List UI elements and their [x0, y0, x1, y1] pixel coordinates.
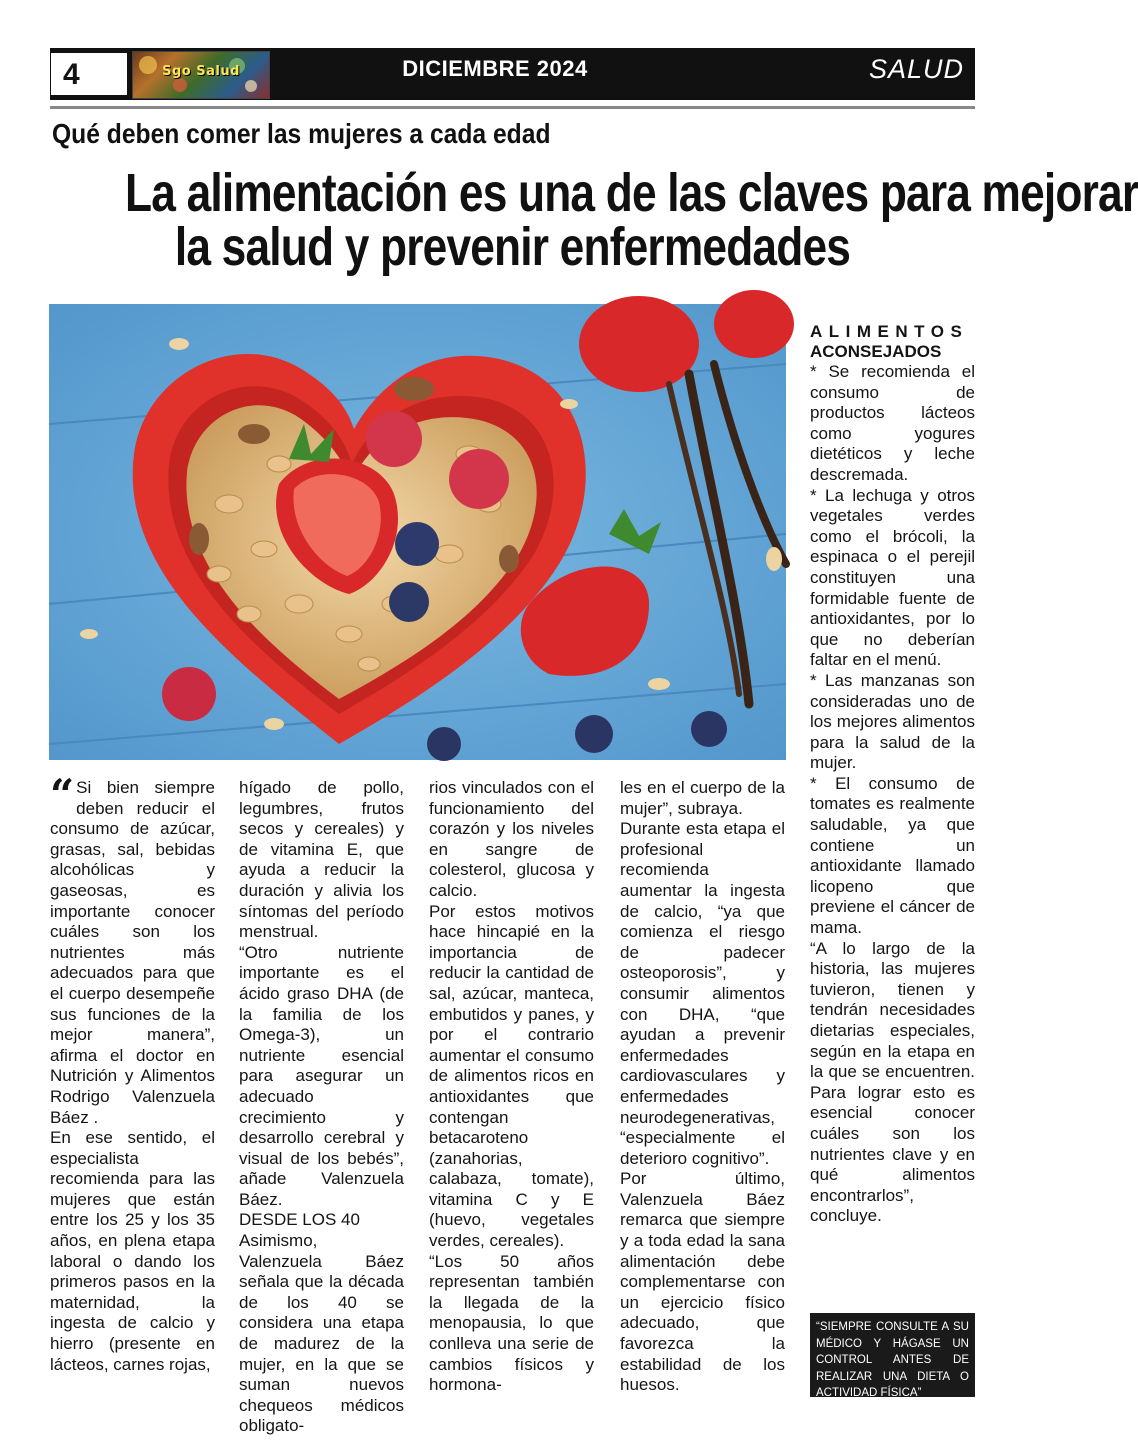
body-paragraph [50, 770, 215, 1128]
sidebar-title-line-2: ACONSEJADOS [810, 342, 942, 361]
sidebar-quote: “A lo largo de la historia, las mujeres tuvieron, tienen y tendrán necesidades dietarias especiales, según en la etapa en la que se encuentren. Para lograr esto es esencial conocer cuáles son los nutrientes clave y en qué alimentos encontrarlos”, concluye. [810, 938, 975, 1226]
article-kicker: Qué deben comer las mujeres a cada edad [52, 118, 551, 149]
headline-line-2: la salud y prevenir enfermedades [174, 217, 851, 277]
body-column-2 [239, 778, 404, 1437]
body-paragraph: rios vinculados con el funcionamiento del corazón y los niveles en sangre de colesterol, glucosa y calcio. [429, 778, 594, 900]
body-paragraph: les en el cuerpo de la mujer”, subraya. [620, 778, 785, 818]
body-paragraph: “Otro nutriente importante es el ácido graso DHA (de la familia de los Omega-3), un nutriente esencial para asegurar un adecuado crecimiento y desarrollo cerebral y visual de los bebés”, añade Valenzuela Báez. [239, 942, 404, 1209]
body-column-4 [620, 778, 785, 1396]
body-column-3 [429, 778, 594, 1396]
sidebar-item: * La lechuga y otros vegetales verdes como el brócoli, la espinaca o el perejil constituyen una formidable fuente de antioxidantes, por lo que no deberían faltar en el menú. [810, 485, 975, 670]
article-headline [125, 163, 1138, 277]
section-name: SALUD [868, 54, 964, 84]
header-rule [50, 106, 975, 109]
body-paragraph: hígado de pollo, legumbres, frutos secos y cereales) y de vitamina E, que ayuda a reducir la duración y alivia los síntomas del período menstrual. [239, 778, 404, 942]
body-paragraph: Asimismo, Valenzuela Báez señala que la década de los 40 se considera una etapa de madurez de la mujer, en la que se suman nuevos chequeos médicos obligato- [239, 1231, 404, 1436]
body-paragraph: Por último, Valenzuela Báez remarca que siempre y a toda edad la sana alimentación debe complementarse con un ejercicio físico adecuado, que favorezca la estabilidad de los huesos. [620, 1169, 785, 1395]
sidebar-recommended-foods [810, 322, 975, 1227]
heart-bowl-illustration [49, 304, 786, 760]
page-number: 4 [50, 52, 128, 96]
paragraph-text: Si bien siempre deben reducir el consumo de azúcar, grasas, sal, bebidas alcohólicas y gaseosas, es importante conocer cuáles son los nutrientes más adecuados para que el cuerpo desempeñe sus funciones de la mejor manera”, afirma el doctor en Nutrición y Alimentos Rodrigo Valenzuela Báez . [50, 778, 215, 1127]
section-subhead: DESDE LOS 40 [239, 1210, 360, 1230]
sidebar-item: * Se recomienda el consumo de productos lácteos como yogures dietéticos y leche descremada. [810, 362, 975, 484]
issue-date: DICIEMBRE 2024 [402, 56, 588, 81]
open-quote-mark: “ [50, 770, 75, 819]
article-photo [49, 304, 786, 760]
logo-text: Sgo Salud [162, 64, 240, 79]
sidebar-item: * El consumo de tomates es realmente saludable, ya que contiene un antioxidante llamado licopeno que previene el cáncer de mama. [810, 773, 975, 938]
sidebar-title-line-1: ALIMENTOS [810, 322, 969, 341]
body-paragraph: Durante esta etapa el profesional recomienda aumentar la ingesta de calcio, “ya que comienza el riesgo de padecer osteoporosis”, y consumir alimentos con DHA, “que ayudan a prevenir enfermedades cardiovasculares y enfermedades neurodegenerativas, “especialmente el deterioro cognitivo”. [620, 819, 785, 1168]
body-column-1 [50, 770, 215, 1375]
sidebar-item: * Las manzanas son consideradas uno de los mejores alimentos para la salud de la mujer. [810, 670, 975, 773]
body-paragraph: Por estos motivos hace hincapié en la importancia de reducir la cantidad de sal, azúcar, manteca, embutidos y panes, y por el contrario aumentar el consumo de alimentos ricos en antioxidantes que contengan betacaroteno (zanahorias, calabaza, tomate), vitamina C y E (huevo, vegetales verdes, cereales). [429, 901, 594, 1251]
publication-logo [132, 51, 270, 99]
body-paragraph: “Los 50 años representan también la llegada de la menopausia, lo que conlleva una serie de cambios físicos y hormona- [429, 1251, 594, 1395]
body-paragraph: En ese sentido, el especialista recomienda para las mujeres que están entre los 25 y los 35 años, en plena etapa laboral o dando los primeros pasos en la maternidad, la ingesta de calcio y hierro (presente en lácteos, carnes rojas, [50, 1128, 215, 1374]
callout-box: “SIEMPRE CONSULTE A SU MÉDICO Y HÁGASE UN CONTROL ANTES DE REALIZAR UNA DIETA O ACTIVIDAD FÍSICA” [810, 1313, 975, 1397]
headline-line-1: La alimentación es una de las claves para mejorar [125, 163, 1138, 223]
